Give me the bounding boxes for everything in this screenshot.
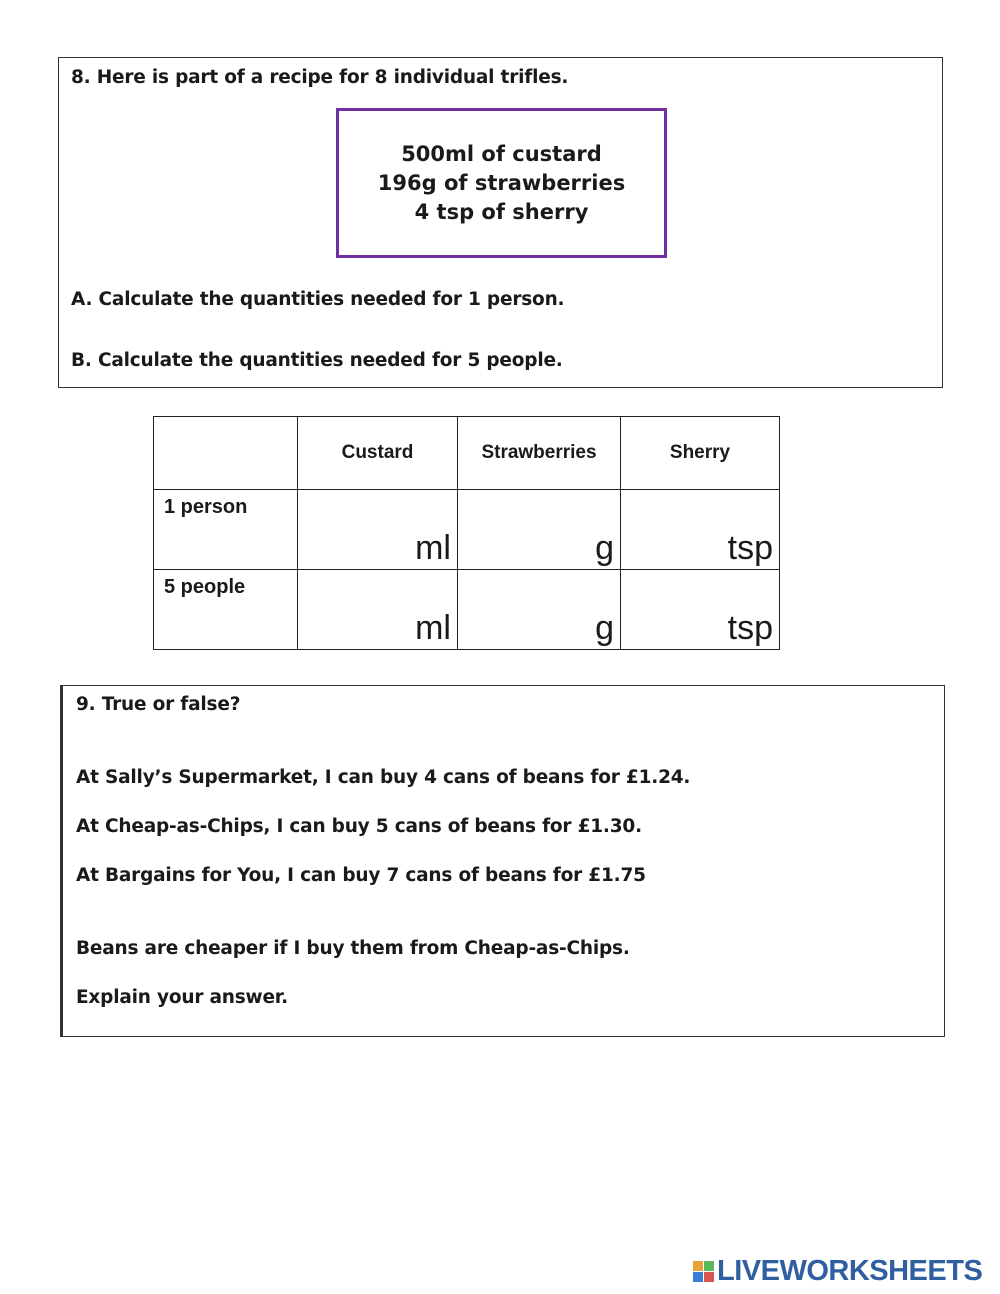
recipe-sherry: 4 tsp of sherry <box>414 199 589 224</box>
question-8-part-a: A. Calculate the quantities needed for 1 person. <box>71 289 565 310</box>
answer-strawberries-5-people[interactable] <box>458 570 621 650</box>
question-9-explain: Explain your answer. <box>76 987 288 1008</box>
question-8-box <box>58 57 943 388</box>
answer-custard-1-person[interactable] <box>298 490 458 570</box>
answer-table <box>153 416 780 650</box>
liveworksheets-logo <box>693 1254 993 1288</box>
question-9-box <box>60 685 945 1037</box>
header-strawberries: Strawberries <box>458 417 621 490</box>
unit-label: g <box>595 609 614 647</box>
row-label-5-people: 5 people <box>154 570 298 650</box>
header-custard: Custard <box>298 417 458 490</box>
logo-mark-icon <box>693 1261 714 1282</box>
table-header-row <box>154 417 780 490</box>
header-empty <box>154 417 298 490</box>
logo-text: LIVEWORKSHEETS <box>717 1254 983 1287</box>
unit-label: ml <box>415 529 451 567</box>
question-8-intro: 8. Here is part of a recipe for 8 individual trifles. <box>71 67 569 88</box>
header-sherry: Sherry <box>621 417 780 490</box>
unit-label: tsp <box>727 529 773 567</box>
unit-label: tsp <box>727 609 773 647</box>
recipe-box <box>336 108 667 258</box>
question-9-line-2: At Cheap-as-Chips, I can buy 5 cans of beans for £1.30. <box>76 816 642 837</box>
recipe-strawberries: 196g of strawberries <box>377 170 626 195</box>
unit-label: g <box>595 529 614 567</box>
answer-strawberries-1-person[interactable] <box>458 490 621 570</box>
table-row <box>154 490 780 570</box>
row-label-1-person: 1 person <box>154 490 298 570</box>
answer-custard-5-people[interactable] <box>298 570 458 650</box>
question-9-line-1: At Sally’s Supermarket, I can buy 4 cans of beans for £1.24. <box>76 767 691 788</box>
question-9-statement: Beans are cheaper if I buy them from Cheap-as-Chips. <box>76 938 630 959</box>
answer-sherry-5-people[interactable] <box>621 570 780 650</box>
recipe-custard: 500ml of custard <box>401 141 602 166</box>
table-row <box>154 570 780 650</box>
question-8-part-b: B. Calculate the quantities needed for 5 people. <box>71 350 563 371</box>
question-9-line-3: At Bargains for You, I can buy 7 cans of beans for £1.75 <box>76 865 646 886</box>
unit-label: ml <box>415 609 451 647</box>
question-9-title: 9. True or false? <box>76 694 241 715</box>
answer-sherry-1-person[interactable] <box>621 490 780 570</box>
